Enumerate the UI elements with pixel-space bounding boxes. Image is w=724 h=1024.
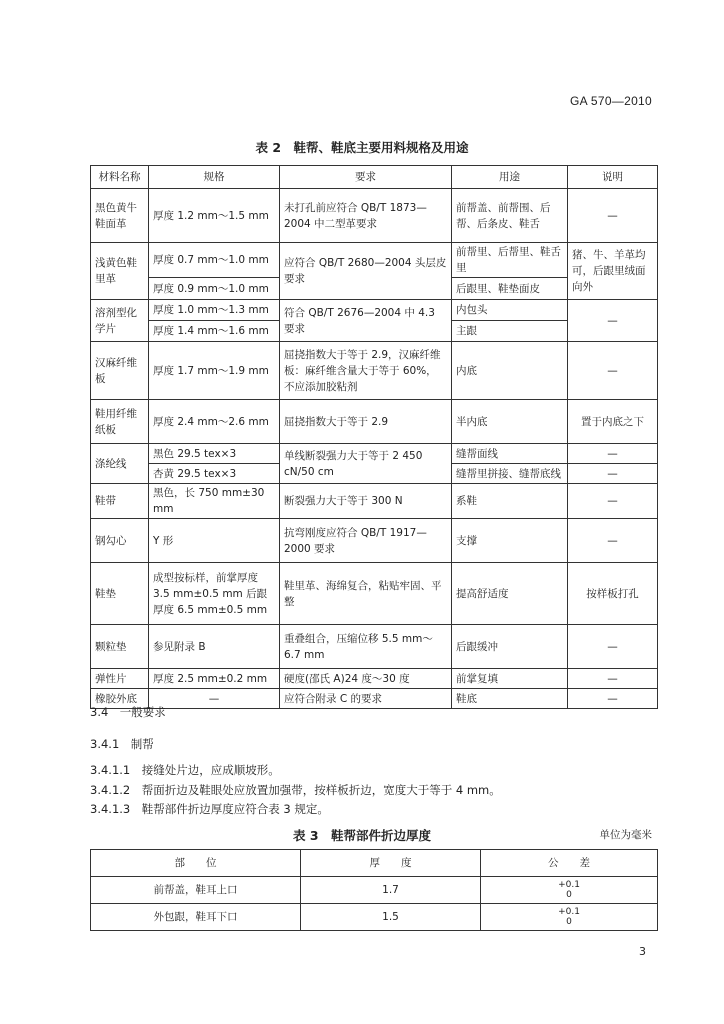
note-cell: 按样板打孔 — [568, 563, 658, 625]
note-cell: — — [568, 300, 658, 342]
spec-cell: 厚度 1.7 mm～1.9 mm — [149, 342, 280, 400]
spec-cell: 成型按标样，前掌厚度 3.5 mm±0.5 mm 后跟厚度 6.5 mm±0.5 mm — [149, 563, 280, 625]
material-name: 鞋带 — [91, 484, 149, 519]
material-name: 汉麻纤维板 — [91, 342, 149, 400]
req-cell: 应符合 QB/T 2680—2004 头层皮要求 — [280, 243, 452, 300]
table-row — [91, 444, 658, 464]
req-cell: 单线断裂强力大于等于 2 450 cN/50 cm — [280, 444, 452, 484]
spec-cell: 黑色，长 750 mm±30 mm — [149, 484, 280, 519]
use-cell: 内包头 — [452, 300, 568, 321]
header-cell: 说明 — [568, 166, 658, 189]
table-row — [91, 519, 658, 563]
use-cell: 提高舒适度 — [452, 563, 568, 625]
header-cell: 规格 — [149, 166, 280, 189]
use-cell: 半内底 — [452, 400, 568, 444]
req-cell: 鞋里革、海绵复合，粘贴牢固、平整 — [280, 563, 452, 625]
use-cell: 前掌复填 — [452, 669, 568, 689]
spec-cell: 厚度 0.9 mm～1.0 mm — [149, 278, 280, 300]
material-name: 鞋垫 — [91, 563, 149, 625]
material-name: 溶剂型化学片 — [91, 300, 149, 342]
standard-code: GA 570—2010 — [569, 94, 652, 108]
table-row — [91, 400, 658, 444]
material-name: 鞋用纤维纸板 — [91, 400, 149, 444]
part-cell: 前帮盖，鞋耳上口 — [91, 877, 301, 904]
header-cell: 用途 — [452, 166, 568, 189]
header-cell: 部 位 — [91, 850, 301, 877]
use-cell: 缝帮里拼接、缝帮底线 — [452, 464, 568, 484]
table-row — [91, 689, 658, 709]
note-cell: — — [568, 464, 658, 484]
material-name: 涤纶线 — [91, 444, 149, 484]
table-row — [91, 243, 658, 278]
table3-caption: 表 3 鞋帮部件折边厚度 — [292, 828, 432, 843]
use-cell: 后跟里、鞋垫面皮 — [452, 278, 568, 300]
tolerance-lower: 0 — [566, 890, 572, 900]
req-cell: 未打孔前应符合 QB/T 1873—2004 中二型革要求 — [280, 189, 452, 243]
req-cell: 应符合附录 C 的要求 — [280, 689, 452, 709]
use-cell: 前帮盖、前帮围、后帮、后条皮、鞋舌 — [452, 189, 568, 243]
table-row — [91, 625, 658, 669]
table2-header-row — [91, 166, 658, 189]
table-row — [91, 563, 658, 625]
table-row — [91, 484, 658, 519]
spec-cell: Y 形 — [149, 519, 280, 563]
req-cell: 重叠组合，压缩位移 5.5 mm～6.7 mm — [280, 625, 452, 669]
page-number: 3 — [639, 945, 646, 958]
spec-cell: 黑色 29.5 tex×3 — [149, 444, 280, 464]
material-name: 橡胶外底 — [91, 689, 149, 709]
tolerance-upper: +0.1 — [558, 880, 580, 890]
spec-cell: 厚度 1.0 mm～1.3 mm — [149, 300, 280, 321]
subsection-heading: 3.4.1 制帮 — [90, 737, 154, 751]
spec-cell: 参见附录 B — [149, 625, 280, 669]
req-cell: 屈挠指数大于等于 2.9，汉麻纤维板：麻纤维含量大于等于 60%，不应添加胶粘剂 — [280, 342, 452, 400]
tolerance-lower: 0 — [566, 917, 572, 927]
req-cell: 硬度(邵氏 A)24 度～30 度 — [280, 669, 452, 689]
use-cell: 支撑 — [452, 519, 568, 563]
spec-cell: — — [149, 689, 280, 709]
req-cell: 屈挠指数大于等于 2.9 — [280, 400, 452, 444]
thickness-cell: 1.5 — [301, 904, 481, 931]
material-name: 钢勾心 — [91, 519, 149, 563]
part-cell: 外包跟，鞋耳下口 — [91, 904, 301, 931]
table-row — [91, 877, 658, 904]
unit-note: 单位为毫米 — [599, 829, 652, 841]
use-cell: 主跟 — [452, 321, 568, 342]
tolerance-cell — [481, 877, 658, 904]
spec-cell: 厚度 2.4 mm～2.6 mm — [149, 400, 280, 444]
table2-caption: 表 2 鞋帮、鞋底主要用料规格及用途 — [255, 140, 469, 155]
table-row — [91, 189, 658, 243]
use-cell: 后跟缓冲 — [452, 625, 568, 669]
spec-cell: 杏黄 29.5 tex×3 — [149, 464, 280, 484]
use-cell: 鞋底 — [452, 689, 568, 709]
note-cell: — — [568, 689, 658, 709]
note-cell: — — [568, 669, 658, 689]
header-cell: 材料名称 — [91, 166, 149, 189]
req-cell: 符合 QB/T 2676—2004 中 4.3 要求 — [280, 300, 452, 342]
note-cell: 置于内底之下 — [568, 400, 658, 444]
table3-header-row — [91, 850, 658, 877]
clause-text: 3.4.1.1 接缝处片边，应成顺坡形。 — [90, 763, 280, 777]
note-cell: — — [568, 444, 658, 464]
table-row — [91, 669, 658, 689]
tolerance-upper: +0.1 — [558, 907, 580, 917]
req-cell: 抗弯刚度应符合 QB/T 1917—2000 要求 — [280, 519, 452, 563]
table-row — [91, 300, 658, 321]
table-row — [91, 904, 658, 931]
material-name: 弹性片 — [91, 669, 149, 689]
use-cell: 缝帮面线 — [452, 444, 568, 464]
note-cell: — — [568, 625, 658, 669]
spec-cell: 厚度 0.7 mm～1.0 mm — [149, 243, 280, 278]
use-cell: 前帮里、后帮里、鞋舌里 — [452, 243, 568, 278]
req-cell: 断裂强力大于等于 300 N — [280, 484, 452, 519]
header-cell: 公 差 — [481, 850, 658, 877]
material-name: 浅黄色鞋里革 — [91, 243, 149, 300]
note-cell: 猪、牛、羊革均可，后跟里绒面向外 — [568, 243, 658, 300]
note-cell: — — [568, 519, 658, 563]
note-cell: — — [568, 342, 658, 400]
material-name: 黑色黄牛鞋面革 — [91, 189, 149, 243]
use-cell: 内底 — [452, 342, 568, 400]
note-cell: — — [568, 189, 658, 243]
table-row — [91, 342, 658, 400]
clause-text: 3.4.1.2 帮面折边及鞋眼处应放置加强带，按样板折边，宽度大于等于 4 mm。 — [90, 783, 501, 797]
header-cell: 厚 度 — [301, 850, 481, 877]
use-cell: 系鞋 — [452, 484, 568, 519]
table2 — [90, 165, 658, 709]
spec-cell: 厚度 2.5 mm±0.2 mm — [149, 669, 280, 689]
spec-cell: 厚度 1.2 mm～1.5 mm — [149, 189, 280, 243]
spec-cell: 厚度 1.4 mm～1.6 mm — [149, 321, 280, 342]
material-name: 颗粒垫 — [91, 625, 149, 669]
section-heading: 3.4 一般要求 — [90, 705, 166, 719]
table3 — [90, 849, 658, 931]
thickness-cell: 1.7 — [301, 877, 481, 904]
tolerance-cell — [481, 904, 658, 931]
clause-text: 3.4.1.3 鞋帮部件折边厚度应符合表 3 规定。 — [90, 802, 329, 816]
note-cell: — — [568, 484, 658, 519]
header-cell: 要求 — [280, 166, 452, 189]
